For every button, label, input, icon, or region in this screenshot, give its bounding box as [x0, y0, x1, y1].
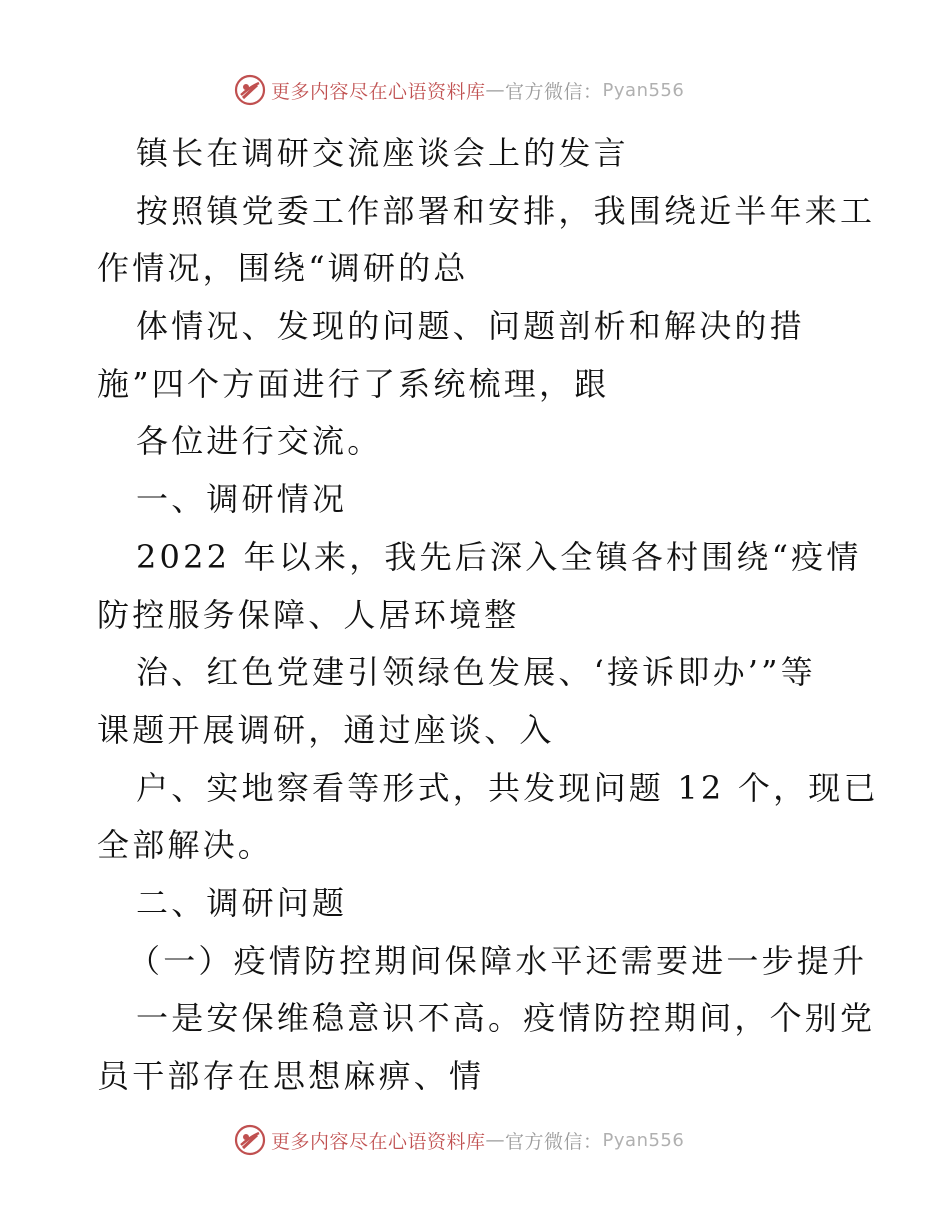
- paragraph-line: 体情况、发现的问题、问题剖析和解决的措: [136, 307, 805, 346]
- watermark-wechat-id: Pyan556: [602, 1129, 685, 1151]
- paragraph-line: 全部解决。: [97, 826, 274, 865]
- paragraph-line: 防控服务保障、人居环境整: [97, 595, 520, 634]
- paragraph-line: 员干部存在思想麻痹、情: [97, 1057, 485, 1095]
- section-heading: 一、调研情况: [136, 480, 348, 519]
- paragraph-line: 户、实地察看等形式，共发现问题 12 个，现已: [136, 768, 879, 807]
- watermark-brand: 更多内容尽在心语资料库: [271, 80, 486, 103]
- header-watermark: [233, 70, 684, 110]
- paragraph-line: 治、红色党建引领绿色发展、‘接诉即办’”等: [136, 653, 816, 692]
- paragraph-line: 施”四个方面进行了系统梳理，跟: [97, 364, 610, 403]
- watermark-wechat-label: 官方微信：: [505, 1130, 603, 1153]
- book-pen-icon: [233, 1123, 267, 1157]
- watermark-brand: 更多内容尽在心语资料库: [271, 1130, 486, 1153]
- paragraph-line: 一是安保维稳意识不高。疫情防控期间，个别党: [136, 999, 876, 1038]
- book-pen-icon: [233, 73, 267, 107]
- paragraph-line: 按照镇党委工作部署和安排，我围绕近半年来工: [136, 191, 876, 230]
- subsection-heading: （一）疫情防控期间保障水平还需要进一步提升: [128, 941, 868, 980]
- watermark-separator: —: [485, 79, 506, 101]
- footer-watermark: [233, 1120, 684, 1160]
- paragraph-line: 作情况，围绕“调研的总: [97, 249, 469, 288]
- paragraph-line: 课题开展调研，通过座谈、入: [97, 710, 555, 749]
- watermark-wechat-label: 官方微信：: [505, 80, 603, 103]
- document-body: [0, 125, 950, 1106]
- watermark-wechat-id: Pyan556: [602, 79, 685, 101]
- paragraph-line: 各位进行交流。: [136, 422, 383, 461]
- watermark-separator: —: [485, 1129, 506, 1151]
- document-title: 镇长在调研交流座谈会上的发言: [136, 134, 629, 172]
- section-heading: 二、调研问题: [136, 883, 348, 922]
- paragraph-line: 2022 年以来，我先后深入全镇各村围绕“疫情: [136, 537, 862, 576]
